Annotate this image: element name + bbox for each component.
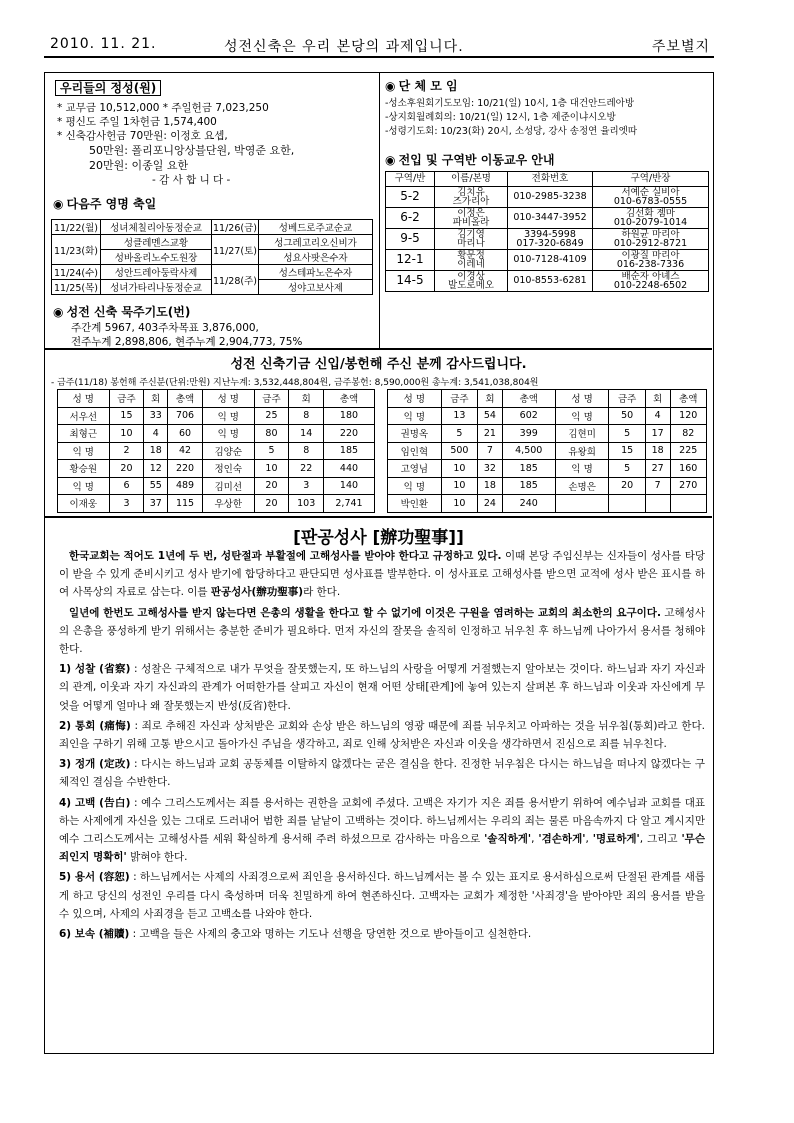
moves-header: 구역/반장 [593, 172, 709, 187]
fund-summary: - 금주(11/18) 봉헌해 주신분(단위:만원) 지난누계: 3,532,448,804원, 금주봉헌: 8,590,000원 총누계: 3,541,038,804원 [51, 378, 539, 388]
header-title: 성전신축은 우리 본당의 과제입니다. [224, 39, 464, 55]
fund-cell: 2,741 [323, 495, 374, 513]
fund-cell: 황승원 [58, 460, 110, 478]
fund-cell: 55 [144, 477, 168, 495]
move-leader-line: 010-2248-6502 [613, 280, 688, 291]
fund-cell: 익 명 [203, 407, 255, 425]
article-step [59, 717, 705, 753]
fund-cell: 20 [609, 477, 645, 495]
fund-row [58, 460, 375, 478]
step-label: 3) 정개 (定改) [59, 758, 131, 771]
fund-cell: 185 [502, 460, 555, 478]
keyword: '겸손하게' [538, 833, 586, 846]
fund-cell: 10 [254, 460, 289, 478]
move-leader [593, 250, 709, 271]
fund-cell: 5 [441, 425, 477, 443]
group-item: -상지회월례회의: 10/21(일) 12시, 1층 제준이냐시오방 [385, 112, 616, 123]
header-issue: 주보별지 [651, 39, 710, 55]
groups-title: 단 체 모 임 [398, 79, 458, 93]
move-zone: 12-1 [386, 250, 435, 271]
fund-cell: 13 [441, 407, 477, 425]
move-name [435, 229, 508, 250]
fund-cell: 500 [441, 442, 477, 460]
fund-cell: 15 [109, 407, 144, 425]
fund-cell: 140 [323, 477, 374, 495]
fund-cell [670, 495, 707, 513]
fund-cell: 김양순 [203, 442, 255, 460]
fund-row [388, 495, 707, 513]
move-phone-line: 3394-5998 [524, 228, 576, 240]
article-step [59, 660, 705, 715]
article-step [59, 868, 705, 923]
step-label: 1) 성찰 (省察) [59, 663, 131, 676]
separator: , [531, 833, 539, 846]
fund-cell: 185 [502, 477, 555, 495]
content-frame [44, 72, 714, 1054]
bullet-icon: ◉ [385, 153, 396, 167]
fund-cell: 103 [289, 495, 324, 513]
move-leader-line: 010-6783-0555 [613, 196, 688, 207]
fund-cell: 20 [109, 460, 144, 478]
header-date: 2010. 11. 21. [50, 36, 157, 52]
moves-section [385, 151, 555, 168]
fund-cell: 115 [168, 495, 203, 513]
fund-cell: 박인환 [388, 495, 442, 513]
move-zone: 9-5 [386, 229, 435, 250]
move-leader-line: 016-238-7336 [616, 259, 685, 270]
divider-line [45, 348, 712, 350]
moves-table [385, 171, 709, 292]
saint-name: 성안드레아둥락사제 [101, 265, 212, 280]
saint-date: 11/24(수) [52, 265, 101, 280]
move-leader-line: 010-2912-8721 [613, 238, 688, 249]
move-phone: 010-8553-6281 [508, 271, 593, 292]
rosary-line: 주간계 5967, 403주차목표 3,876,000, [71, 322, 259, 334]
saints-section [53, 195, 156, 212]
step-text: : 죄로 추해진 자신과 상처받은 교회와 손상 받은 하느님의 영광 때문에 죄를 뉘우치고 아파하는 것을 뉘우침(통회)라고 한다. 죄인을 구하기 위해 고통 받으시고 돌아가신 주님을 생각하고, 죄로 인해 상처받은 자신과 이웃을 생각하면서 진심으로 죄를 뉘우친다. [59, 719, 705, 751]
fund-cell: 5 [609, 425, 645, 443]
fund-cell: 25 [254, 407, 289, 425]
moves-header: 이름/본명 [435, 172, 508, 187]
rosary-line: 전주누계 2,898,806, 현주누계 2,904,773, 75% [71, 336, 303, 348]
move-zone: 5-2 [386, 187, 435, 208]
fund-cell: 180 [323, 407, 374, 425]
fund-cell: 270 [670, 477, 707, 495]
move-zone: 14-5 [386, 271, 435, 292]
rosary-section [53, 303, 190, 320]
saint-name: 성그레고리오신비가 [259, 235, 373, 250]
keyword: '무슨 죄인지 명확히' [59, 833, 705, 864]
fund-row [388, 407, 707, 425]
fund-row [388, 425, 707, 443]
step-text: 밝혀야 한다. [126, 851, 188, 864]
fund-header: 총액 [168, 390, 203, 408]
fund-header: 회 [478, 390, 503, 408]
fund-cell: 440 [323, 460, 374, 478]
move-name [435, 208, 508, 229]
keyword: '명료하게' [592, 833, 640, 846]
page-header [44, 30, 714, 58]
fund-cell: 10 [441, 495, 477, 513]
fund-header: 금주 [441, 390, 477, 408]
fund-cell: 최형근 [58, 425, 110, 443]
fund-cell: 8 [289, 407, 324, 425]
fund-row [388, 460, 707, 478]
fund-cell: 5 [254, 442, 289, 460]
text-segment: 한국교회는 적어도 1년에 두 번, 성탄절과 부활절에 고해성사를 받아야 한다고 규정하고 있다. [69, 550, 502, 562]
fund-cell: 20 [254, 495, 289, 513]
fund-header: 총액 [502, 390, 555, 408]
fund-header: 성 명 [58, 390, 110, 408]
saint-date: 11/25(목) [52, 280, 101, 295]
move-leader [593, 229, 709, 250]
text-segment: 이때 본당 주임신부는 신자들이 성사를 타당이 받을 수 있게 준비시키고 성사 받기에 합당하다고 판단되면 성사표를 발부한다. 이 성사표로 고해성사를 받으면 교적에 성사 받은 표시를 하여 사목상의 자료로 삼는다. 이를 [59, 550, 705, 599]
offerings-section [55, 79, 161, 96]
fund-header: 성 명 [555, 390, 609, 408]
article-body [59, 547, 705, 945]
step-label: 4) 고백 (告白) [59, 796, 131, 809]
groups-list [385, 97, 637, 139]
fund-header: 금주 [609, 390, 645, 408]
fund-cell: 우상한 [203, 495, 255, 513]
fund-cell: 3 [289, 477, 324, 495]
fund-header: 금주 [109, 390, 144, 408]
saint-name: 성스테파노은수자 [259, 265, 373, 280]
fund-cell: 399 [502, 425, 555, 443]
move-phone: 010-2985-3238 [508, 187, 593, 208]
step-text: : 하느님께서는 사제의 사죄경으로써 죄인을 용서하신다. 하느님께서는 볼 수 있는 표지로 용서하심으로써 단절된 관계를 새롭게 하고 당신의 성전인 우리를 다시 축성하며 더욱 친밀하게 하여 현존하신다. 고백자는 교회가 제정한 '사죄경'을 받아야만 죄의 용서를 받을 수 있으며, 사제의 사죄경을 듣고 고백소를 나와야 한다. [59, 871, 705, 920]
fund-cell: 10 [441, 460, 477, 478]
fund-cell: 익 명 [555, 460, 609, 478]
fund-row [58, 425, 375, 443]
move-name-line: 파비올라 [452, 217, 490, 228]
move-name [435, 250, 508, 271]
fund-cell: 익 명 [555, 407, 609, 425]
move-leader-line: 서예순 실비아 [621, 186, 680, 198]
fund-cell: 225 [670, 442, 707, 460]
fund-cell: 17 [645, 425, 670, 443]
move-name-line: 이레네 [457, 259, 485, 270]
fund-cell: 익 명 [388, 477, 442, 495]
fund-cell: 4,500 [502, 442, 555, 460]
article-step [59, 755, 705, 791]
fund-cell: 서우선 [58, 407, 110, 425]
fund-cell: 5 [609, 460, 645, 478]
fund-cell: 706 [168, 407, 203, 425]
fund-header: 회 [289, 390, 324, 408]
article-step [59, 925, 705, 943]
offering-line: 50만원: 폴리포니앙상블단원, 박영준 요한, [89, 144, 295, 157]
saints-title: 다음주 영명 축일 [66, 197, 157, 211]
saint-name: 성야고보사제 [259, 280, 373, 295]
move-name-line: 김치유 [457, 186, 485, 198]
saint-name: 성클레멘스교황 [101, 235, 212, 250]
move-name-line: 즈가리아 [452, 196, 490, 207]
offering-line: * 평신도 주일 1차헌금 1,574,400 [57, 116, 217, 128]
moves-header: 구역/반 [386, 172, 435, 187]
bullet-icon: ◉ [53, 197, 64, 211]
fund-cell: 18 [478, 477, 503, 495]
group-item: -성소후원회기도모임: 10/21(일) 10시, 1층 대건안드레아방 [385, 98, 635, 109]
move-leader-line: 하원균 마리아 [621, 228, 680, 240]
fund-cell: 10 [441, 477, 477, 495]
text-segment: 판공성사(辦功聖事) [210, 586, 304, 599]
step-text: : 다시는 하느님과 교회 공동체를 이탈하지 않겠다는 굳은 결심을 한다. 진정한 뉘우침은 다시는 하느님을 떠나지 않겠다는 구체적인 결심을 수반한다. [59, 758, 705, 789]
fund-cell: 22 [289, 460, 324, 478]
offerings-title: 우리들의 정성(원) [55, 80, 161, 96]
fund-header: 회 [645, 390, 670, 408]
fund-header: 총액 [670, 390, 707, 408]
fund-cell: 21 [478, 425, 503, 443]
fund-cell: 권명옥 [388, 425, 442, 443]
fund-cell: 익 명 [58, 442, 110, 460]
fund-header: 성 명 [388, 390, 442, 408]
fund-cell: 80 [254, 425, 289, 443]
fund-cell: 10 [109, 425, 144, 443]
move-phone [508, 229, 593, 250]
step-text: : 예수 그리스도께서는 죄를 용서하는 권한을 교회에 주셨다. 고백은 자기가 지은 죄를 용서받기 위하여 예수님과 교회를 대표하는 사제에게 자신을 있는 그대로 드러내어 범한 죄를 낱낱이 고백하는 것이다. 하느님께서는 우리의 죄는 물론 마음속까지 다 알고 계시지만 예수 그리스도께서는 고해성사를 세워 확실하게 용서해 주려 하셨으므로 감사하는 마음으로 [59, 796, 705, 846]
fund-cell: 54 [478, 407, 503, 425]
move-leader-line: 김선화 젬마 [626, 207, 675, 219]
divider-line [45, 516, 712, 518]
article-paragraph [59, 604, 705, 659]
fund-cell: 유왕희 [555, 442, 609, 460]
step-label: 5) 용서 (容恕) [59, 871, 130, 884]
fund-row [388, 477, 707, 495]
fund-cell: 50 [609, 407, 645, 425]
fund-table-left [57, 389, 375, 513]
fund-cell: 4 [144, 425, 168, 443]
move-name-line: 황문정 [457, 249, 485, 261]
fund-cell: 489 [168, 477, 203, 495]
saint-name: 성녀체칠리아동정순교 [101, 220, 212, 235]
move-name [435, 187, 508, 208]
keyword: '솔직하게' [484, 833, 532, 846]
fund-cell: 12 [144, 460, 168, 478]
fund-cell: 6 [109, 477, 144, 495]
saint-date: 11/28(주) [212, 265, 259, 295]
move-name [435, 271, 508, 292]
saint-name: 성녀가타리나동정순교 [101, 280, 212, 295]
fund-cell: 2 [109, 442, 144, 460]
saint-date: 11/26(금) [212, 220, 259, 235]
fund-cell: 602 [502, 407, 555, 425]
fund-cell: 27 [645, 460, 670, 478]
fund-header: 성 명 [203, 390, 255, 408]
moves-title: 전입 및 구역반 이동교우 안내 [398, 153, 555, 167]
moves-header: 전화번호 [508, 172, 593, 187]
fund-cell: 20 [254, 477, 289, 495]
text-segment: 고해성사의 은총을 풍성하게 받기 위해서는 충분한 준비가 필요하다. 먼저 자신의 잘못을 솔직히 인정하고 뉘우친 후 하느님께 나아가서 용서를 청해야 한다. [59, 606, 705, 656]
fund-cell: 8 [289, 442, 324, 460]
fund-title: 성전 신축기금 신입/봉헌해 주신 분께 감사드립니다. [230, 357, 527, 372]
offerings-lines [57, 101, 294, 187]
move-leader-line: 이광질 마리아 [621, 249, 680, 261]
offering-line: 20만원: 이종일 요한 [89, 159, 189, 172]
fund-cell: 익 명 [58, 477, 110, 495]
move-phone: 010-3447-3952 [508, 208, 593, 229]
fund-header: 회 [144, 390, 168, 408]
step-text: : 고백을 들은 사제의 충고와 명하는 기도나 선행을 당연한 것으로 받아들이고 실천한다. [129, 928, 532, 941]
saint-date: 11/23(화) [52, 235, 101, 265]
saint-name: 성베드로주교순교 [259, 220, 373, 235]
offering-line: * 교무금 10,512,000 * 주일헌금 7,023,250 [57, 102, 269, 114]
step-label: 6) 보속 (補贖) [59, 928, 130, 941]
fund-cell: 익 명 [388, 407, 442, 425]
saint-name: 성요사팟은수자 [259, 250, 373, 265]
move-leader-line: 010-2079-1014 [613, 217, 688, 228]
saint-date: 11/22(월) [52, 220, 101, 235]
fund-row [58, 407, 375, 425]
fund-cell: 18 [144, 442, 168, 460]
saints-table [51, 219, 373, 295]
fund-cell [555, 495, 609, 513]
step-text: : 성찰은 구체적으로 내가 무엇을 잘못했는지, 또 하느님의 사랑을 어떻게 거절했는지 알아보는 것이다. 하느님과 자기 자신과의 관계, 이웃과 자기 자신과의 관계가 어떠한가를 살피고 자신이 현재 어떤 상태[관계]에 놓여 있는지 살펴본 후 하느님과 이웃과 자신에게 무엇을 어떻게 얼마나 왜 잘못했는지 반성(反省)한다. [59, 663, 705, 712]
fund-cell: 42 [168, 442, 203, 460]
fund-cell: 이재웅 [58, 495, 110, 513]
fund-cell: 3 [109, 495, 144, 513]
move-name-line: 김기영 [457, 228, 485, 240]
offerings-thanks: - 감 사 합 니 다 - [152, 174, 231, 186]
article-step [59, 794, 705, 867]
fund-row [58, 477, 375, 495]
fund-cell: 24 [478, 495, 503, 513]
saint-date: 11/27(토) [212, 235, 259, 265]
fund-cell: 정인숙 [203, 460, 255, 478]
fund-cell: 60 [168, 425, 203, 443]
column-divider [379, 73, 380, 348]
offering-line: * 신축감사헌금 70만원: 이정호 요셉, [57, 130, 228, 142]
rosary-title: 성전 신축 묵주기도(번) [66, 305, 191, 319]
fund-cell: 82 [670, 425, 707, 443]
move-leader [593, 271, 709, 292]
text-segment: 일년에 한번도 고해성사를 받지 않는다면 은총의 생활을 한다고 할 수 없기에 이것은 구원을 염려하는 교회의 최소한의 요구이다. [69, 606, 661, 619]
fund-cell: 14 [289, 425, 324, 443]
move-leader [593, 208, 709, 229]
move-phone: 010-7128-4109 [508, 250, 593, 271]
move-leader-line: 배순자 아녜스 [621, 270, 680, 282]
fund-cell [645, 495, 670, 513]
bullet-icon: ◉ [385, 79, 396, 93]
fund-row [388, 442, 707, 460]
fund-cell: 고영님 [388, 460, 442, 478]
move-leader [593, 187, 709, 208]
fund-cell: 익 명 [203, 425, 255, 443]
step-label: 2) 통회 (痛悔) [59, 719, 131, 732]
move-phone-line: 017-320-6849 [516, 238, 584, 249]
article-title: [판공성사 [辦功聖事]] [293, 528, 464, 548]
fund-table-right [387, 389, 707, 513]
fund-cell [609, 495, 645, 513]
fund-cell: 37 [144, 495, 168, 513]
separator: , [585, 833, 593, 846]
fund-header: 금주 [254, 390, 289, 408]
move-name-line: 발도로메오 [448, 280, 494, 291]
fund-cell: 7 [645, 477, 670, 495]
fund-cell: 33 [144, 407, 168, 425]
fund-cell: 김현미 [555, 425, 609, 443]
group-item: -성령기도회: 10/23(화) 20시, 소성당, 강사 송정연 율리엣따 [385, 126, 638, 137]
move-name-line: 마리나 [457, 238, 485, 249]
fund-cell: 손명은 [555, 477, 609, 495]
fund-cell: 220 [323, 425, 374, 443]
fund-cell: 김미선 [203, 477, 255, 495]
fund-cell: 120 [670, 407, 707, 425]
move-zone: 6-2 [386, 208, 435, 229]
fund-cell: 185 [323, 442, 374, 460]
fund-cell: 15 [609, 442, 645, 460]
move-name-line: 이정은 [457, 207, 485, 219]
groups-section [385, 77, 458, 94]
fund-cell: 4 [645, 407, 670, 425]
text-segment: 라 한다. [303, 586, 341, 599]
bullet-icon: ◉ [53, 305, 64, 319]
separator: , 그리고 [639, 833, 682, 846]
move-name-line: 이경상 [457, 270, 485, 282]
saint-name: 성바올리노수도원장 [101, 250, 212, 265]
fund-cell: 240 [502, 495, 555, 513]
fund-row [58, 442, 375, 460]
fund-cell: 18 [645, 442, 670, 460]
article-paragraph [59, 547, 705, 602]
fund-cell: 임인혁 [388, 442, 442, 460]
fund-cell: 7 [478, 442, 503, 460]
fund-cell: 32 [478, 460, 503, 478]
fund-cell: 160 [670, 460, 707, 478]
fund-cell: 220 [168, 460, 203, 478]
fund-header: 총액 [323, 390, 374, 408]
fund-row [58, 495, 375, 513]
